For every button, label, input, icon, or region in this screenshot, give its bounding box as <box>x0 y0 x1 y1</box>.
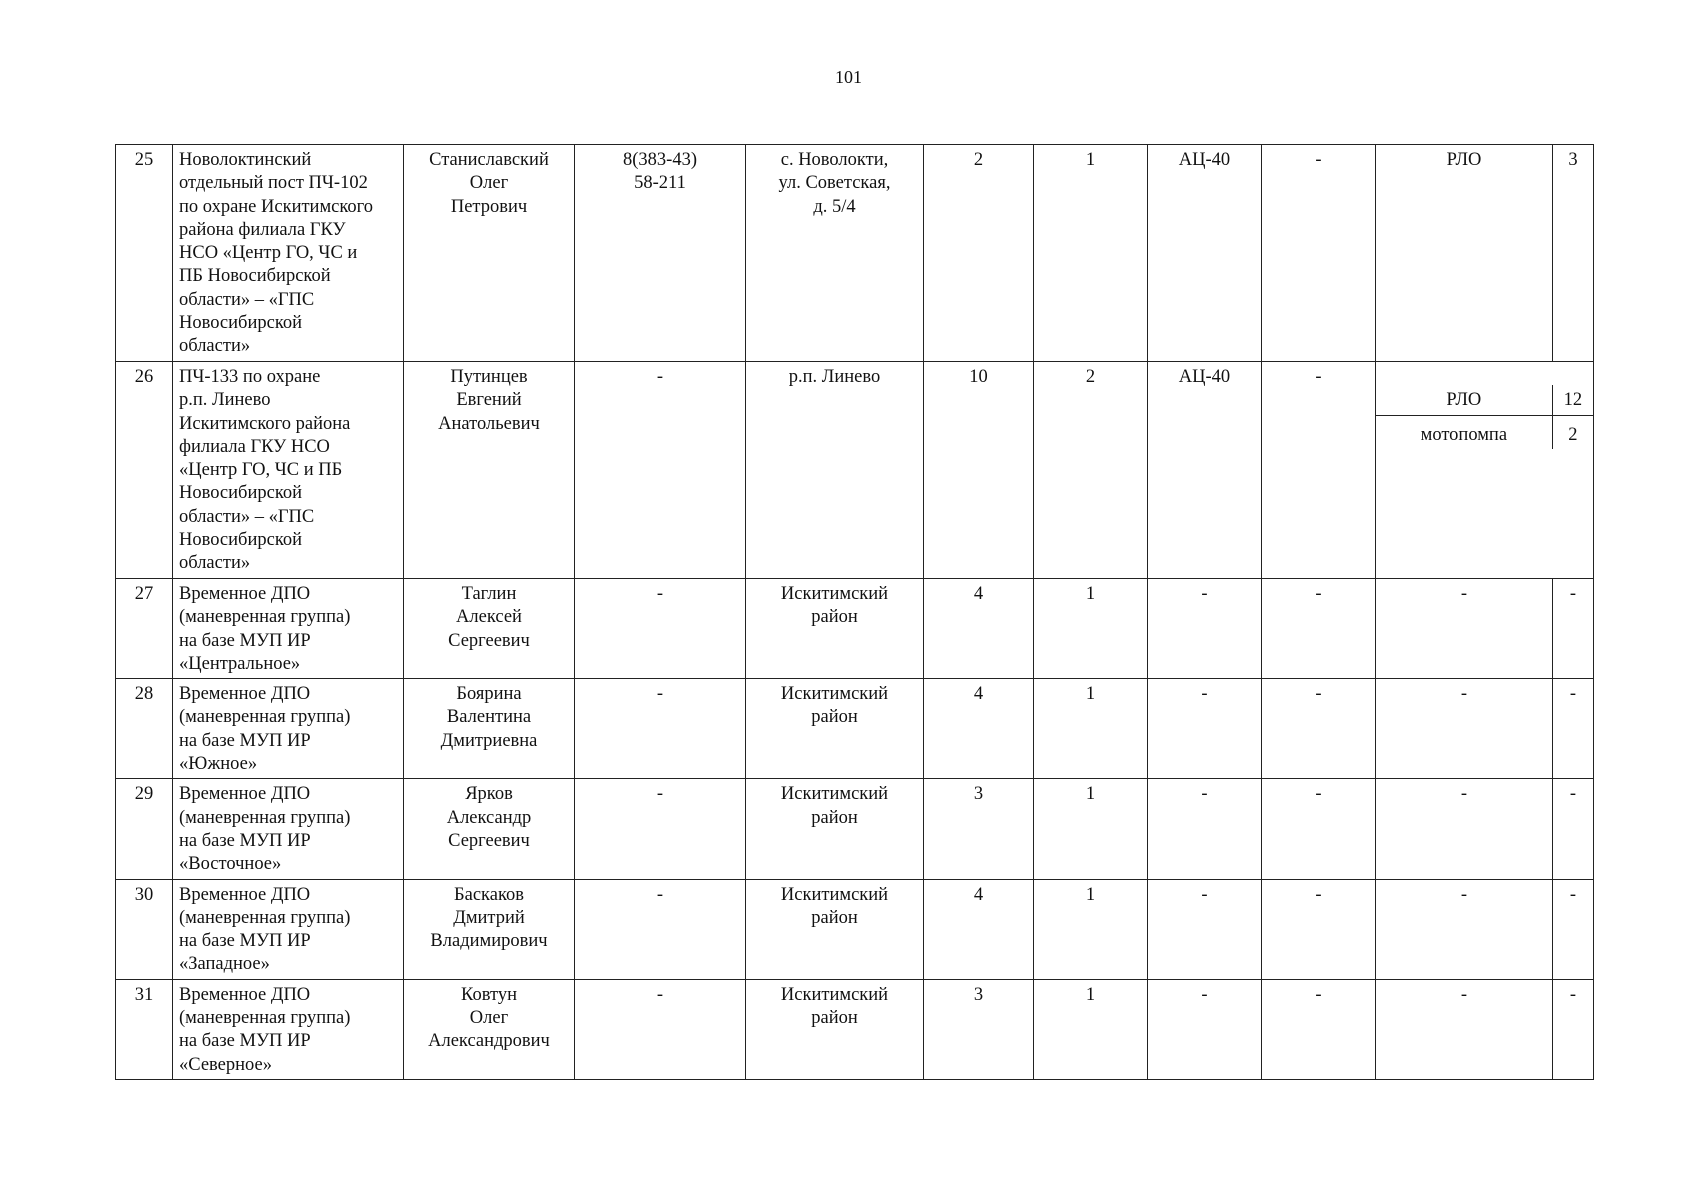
unit-count: 1 <box>1034 879 1148 979</box>
equipment-name: РЛО <box>1376 145 1553 362</box>
unit-phone: 8(383-43) 58-211 <box>575 145 746 362</box>
unit-vehicle: - <box>1148 679 1262 779</box>
equipment-count: 3 <box>1553 145 1594 362</box>
row-number: 26 <box>116 362 173 579</box>
equipment-name: - <box>1376 979 1553 1079</box>
unit-count: 2 <box>1034 362 1148 579</box>
unit-head: Ковтун Олег Александрович <box>404 979 575 1079</box>
unit-name: Временное ДПО (маневренная группа) на базе МУП ИР «Южное» <box>173 679 404 779</box>
equipment-name: - <box>1376 679 1553 779</box>
unit-extra: - <box>1262 362 1376 579</box>
page-number: 101 <box>835 67 862 87</box>
unit-count: 1 <box>1034 979 1148 1079</box>
unit-phone: - <box>575 579 746 679</box>
table-row <box>116 679 1594 779</box>
row-number: 30 <box>116 879 173 979</box>
unit-address: Искитимский район <box>746 679 924 779</box>
unit-head: Таглин Алексей Сергеевич <box>404 579 575 679</box>
unit-address: Искитимский район <box>746 879 924 979</box>
unit-head: Путинцев Евгений Анатольевич <box>404 362 575 579</box>
unit-staff: 4 <box>924 579 1034 679</box>
row-number: 29 <box>116 779 173 879</box>
unit-count: 1 <box>1034 679 1148 779</box>
unit-phone: - <box>575 362 746 579</box>
unit-name: Новолоктинский отдельный пост ПЧ-102 по охране Искитимского района филиала ГКУ НСО «Центр ГО, ЧС и ПБ Новосибирской области» – «ГПС Новосибирской области» <box>173 145 404 362</box>
row-number: 25 <box>116 145 173 362</box>
unit-name: Временное ДПО (маневренная группа) на базе МУП ИР «Центральное» <box>173 579 404 679</box>
equipment-name: - <box>1376 779 1553 879</box>
table-row <box>116 145 1594 362</box>
unit-name: Временное ДПО (маневренная группа) на базе МУП ИР «Западное» <box>173 879 404 979</box>
table-row <box>116 779 1594 879</box>
equipment-count: - <box>1553 679 1594 779</box>
equipment-count: 12 <box>1552 385 1593 415</box>
unit-phone: - <box>575 779 746 879</box>
unit-extra: - <box>1262 145 1376 362</box>
unit-head: Баскаков Дмитрий Владимирович <box>404 879 575 979</box>
unit-staff: 3 <box>924 779 1034 879</box>
unit-name: ПЧ-133 по охране р.п. Линево Искитимского района филиала ГКУ НСО «Центр ГО, ЧС и ПБ Новосибирской области» – «ГПС Новосибирской области» <box>173 362 404 579</box>
table-row <box>116 579 1594 679</box>
unit-vehicle: АЦ-40 <box>1148 362 1262 579</box>
unit-count: 1 <box>1034 579 1148 679</box>
unit-head: Станиславский Олег Петрович <box>404 145 575 362</box>
unit-staff: 4 <box>924 879 1034 979</box>
unit-staff: 2 <box>924 145 1034 362</box>
equipment-cell <box>1376 362 1594 579</box>
row-number: 27 <box>116 579 173 679</box>
unit-address: Искитимский район <box>746 979 924 1079</box>
unit-address: Искитимский район <box>746 579 924 679</box>
table-row <box>116 879 1594 979</box>
equipment-count: 2 <box>1568 424 1578 445</box>
unit-address: с. Новолокти, ул. Советская, д. 5/4 <box>746 145 924 362</box>
unit-head: Боярина Валентина Дмитриевна <box>404 679 575 779</box>
unit-phone: - <box>575 879 746 979</box>
unit-head: Ярков Александр Сергеевич <box>404 779 575 879</box>
equipment-count: - <box>1553 579 1594 679</box>
table-row <box>116 362 1594 579</box>
unit-staff: 10 <box>924 362 1034 579</box>
row-number: 28 <box>116 679 173 779</box>
unit-vehicle: - <box>1148 879 1262 979</box>
unit-vehicle: - <box>1148 779 1262 879</box>
unit-extra: - <box>1262 979 1376 1079</box>
unit-extra: - <box>1262 579 1376 679</box>
unit-vehicle: АЦ-40 <box>1148 145 1262 362</box>
fire-units-table <box>115 144 1594 1080</box>
equipment-name: - <box>1376 579 1553 679</box>
unit-name: Временное ДПО (маневренная группа) на базе МУП ИР «Восточное» <box>173 779 404 879</box>
unit-count: 1 <box>1034 145 1148 362</box>
equipment-count: - <box>1553 879 1594 979</box>
equipment-name: - <box>1376 879 1553 979</box>
equipment-row <box>1376 385 1593 415</box>
unit-staff: 4 <box>924 679 1034 779</box>
unit-count: 1 <box>1034 779 1148 879</box>
equipment-count: - <box>1553 979 1594 1079</box>
equipment-count: - <box>1553 779 1594 879</box>
equipment-name: РЛО <box>1376 385 1552 415</box>
unit-address: р.п. Линево <box>746 362 924 579</box>
unit-address: Искитимский район <box>746 779 924 879</box>
equipment-row <box>1376 415 1593 449</box>
unit-name: Временное ДПО (маневренная группа) на базе МУП ИР «Северное» <box>173 979 404 1079</box>
equipment-name: мотопомпа <box>1376 415 1552 449</box>
table-row <box>116 979 1594 1079</box>
unit-vehicle: - <box>1148 579 1262 679</box>
unit-vehicle: - <box>1148 979 1262 1079</box>
unit-staff: 3 <box>924 979 1034 1079</box>
unit-extra: - <box>1262 879 1376 979</box>
unit-phone: - <box>575 679 746 779</box>
unit-phone: - <box>575 979 746 1079</box>
unit-extra: - <box>1262 679 1376 779</box>
row-number: 31 <box>116 979 173 1079</box>
unit-extra: - <box>1262 779 1376 879</box>
equipment-subtable <box>1376 385 1593 449</box>
